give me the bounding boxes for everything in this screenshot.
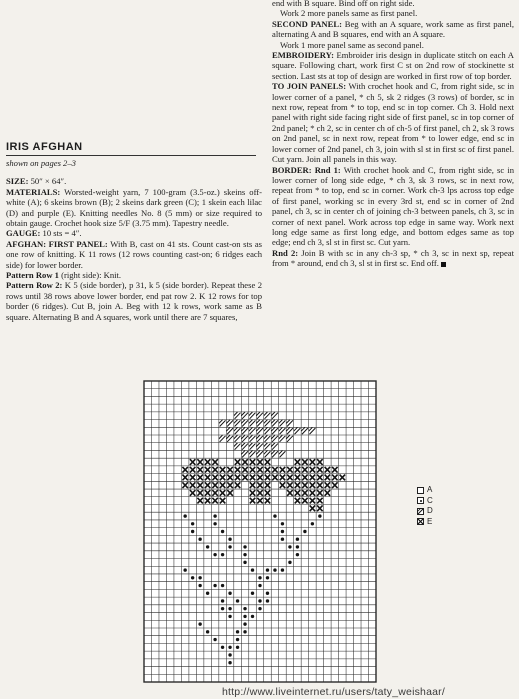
- chart-background: [144, 381, 376, 682]
- cell-c-stitch: [288, 561, 291, 564]
- cell-c-stitch: [236, 646, 239, 649]
- cell-c-stitch: [198, 622, 201, 625]
- cell-c-stitch: [266, 592, 269, 595]
- rnd2-label: Rnd 2:: [272, 247, 299, 258]
- chart-legend: [417, 485, 433, 527]
- cell-c-stitch: [236, 599, 239, 602]
- cell-c-stitch: [281, 530, 284, 533]
- cell-c-stitch: [221, 530, 224, 533]
- cell-c-stitch: [236, 630, 239, 633]
- cell-c-stitch: [228, 545, 231, 548]
- row2-text: K 5 (side border), p 31, k 5 (side border). Repeat these 2 rows until 38 rows above lower border, end pat row 2. K 12 rows for top border (6 ridges). Cut B, join A. Beg with 12 k rows, work same as B square. Alternating B and A squares, work until there are 7 squares,: [6, 280, 262, 322]
- cell-c-stitch: [221, 599, 224, 602]
- cell-c-stitch: [206, 630, 209, 633]
- cell-c-stitch: [198, 576, 201, 579]
- embroidery-label: EMBROIDERY:: [272, 50, 334, 61]
- cell-c-stitch: [213, 584, 216, 587]
- row1-label: Pattern Row 1: [6, 270, 59, 281]
- materials-text: Worsted-weight yarn, 7 100-gram (3.5-oz.) skeins off-white (A); 6 skeins brown (B); 2 skeins dark green (C); 1 skein each lilac (D) and purple (E). Knitting needles No. 8 (5 mm) or size required to obtain gauge. Crochet hook size 5/F (3.75 mm). Tapestry needle.: [6, 186, 262, 229]
- cell-c-stitch: [221, 584, 224, 587]
- cell-c-stitch: [311, 522, 314, 525]
- pattern-title: IRIS AFGHAN: [6, 141, 83, 153]
- embroidery-text: Embroider iris design in duplicate stitch on each A square. Following chart, work first C st on 2nd row of stockinette st section. Last sts at top of design are worked in first row of top border.: [272, 50, 514, 81]
- legend-item-a: [417, 485, 433, 496]
- cell-c-stitch: [281, 568, 284, 571]
- cell-c-stitch: [266, 576, 269, 579]
- cell-c-stitch: [191, 522, 194, 525]
- cell-c-stitch: [243, 561, 246, 564]
- cell-c-stitch: [288, 545, 291, 548]
- border-label: BORDER: Rnd 1:: [272, 164, 341, 175]
- cell-c-stitch: [266, 568, 269, 571]
- cell-c-stitch: [258, 607, 261, 610]
- cell-c-stitch: [228, 592, 231, 595]
- cell-c-stitch: [266, 599, 269, 602]
- size-text: 50″ × 64″.: [28, 176, 67, 187]
- cell-c-stitch: [296, 538, 299, 541]
- cell-c-stitch: [228, 615, 231, 618]
- row2-label: Pattern Row 2:: [6, 280, 63, 291]
- cell-c-stitch: [206, 592, 209, 595]
- one-more-panel-paragraph: Work 1 more panel same as second panel.: [280, 39, 424, 50]
- cell-c-stitch: [213, 553, 216, 556]
- cell-c-stitch: [296, 553, 299, 556]
- cell-c-stitch: [243, 553, 246, 556]
- cell-c-stitch: [228, 661, 231, 664]
- row1-text: (right side): Knit.: [58, 270, 122, 281]
- rnd2-text: Join B with sc in any ch-3 sp, * ch 3, sc in next sp, repeat from * around, end ch 3, sl st in first sc. End off.: [272, 247, 514, 269]
- cell-c-stitch: [243, 545, 246, 548]
- cell-c-stitch: [191, 530, 194, 533]
- more-panels-paragraph: Work 2 more panels same as first panel.: [280, 8, 418, 19]
- cell-c-stitch: [273, 568, 276, 571]
- second-panel-label: SECOND PANEL:: [272, 18, 342, 29]
- continuation-paragraph: end with B square. Bind off on right side.: [272, 0, 415, 8]
- cell-c-stitch: [243, 630, 246, 633]
- cell-c-stitch: [258, 576, 261, 579]
- slash-square-icon: [417, 508, 424, 515]
- source-watermark: http://www.liveinternet.ru/users/taty_weishaar/: [222, 686, 445, 698]
- cell-c-stitch: [251, 615, 254, 618]
- cell-c-stitch: [281, 522, 284, 525]
- gauge-text: 10 sts = 4″.: [40, 228, 82, 239]
- legend-label-d: D: [427, 506, 433, 515]
- afghan-label: AFGHAN: FIRST PANEL:: [6, 238, 108, 249]
- legend-label-e: E: [427, 516, 433, 526]
- cell-c-stitch: [243, 607, 246, 610]
- border-text: With crochet hook and C, from right side, sc in lower corner of long side edge, * ch 3, sk 3 rows, sc in next row, repeat from * to top, end sc in corner. Work ch-3 lps across top edge of first panel, working sc in every 3rd st, end sc in corner of 2nd panel, ch 3, sc in center ch of joining ch-3 between panels, ch 3, sc in corner of next panel. Work across top edge in same way. Work next long edge same as first long edge, and bottom edges same as top edge; end ch 3, sl st in first sc. Cut yarn.: [272, 164, 514, 248]
- cell-c-stitch: [191, 576, 194, 579]
- cell-c-stitch: [251, 568, 254, 571]
- cell-c-stitch: [183, 514, 186, 517]
- cell-c-stitch: [221, 646, 224, 649]
- legend-label-a: A: [427, 485, 433, 494]
- dot-square-icon: [417, 497, 424, 504]
- cell-c-stitch: [258, 599, 261, 602]
- pattern-subtitle: shown on pages 2–3: [6, 158, 76, 168]
- cell-c-stitch: [206, 545, 209, 548]
- cell-c-stitch: [213, 638, 216, 641]
- cell-c-stitch: [213, 514, 216, 517]
- cell-c-stitch: [221, 553, 224, 556]
- cell-c-stitch: [243, 622, 246, 625]
- cell-c-stitch: [198, 538, 201, 541]
- cell-c-stitch: [221, 607, 224, 610]
- legend-label-c: C: [427, 495, 433, 505]
- cell-c-stitch: [281, 538, 284, 541]
- cell-c-stitch: [228, 607, 231, 610]
- cell-c-stitch: [213, 522, 216, 525]
- cell-c-stitch: [258, 584, 261, 587]
- gauge-label: GAUGE:: [6, 228, 41, 239]
- cell-c-stitch: [318, 514, 321, 517]
- materials-label: MATERIALS:: [6, 186, 61, 197]
- cell-c-stitch: [228, 646, 231, 649]
- afghan-text: With B, cast on 41 sts. Count cast-on sts as one row of knitting. K 11 rows (12 rows counting cast-on; 6 ridges each side) for lower border.: [6, 238, 262, 270]
- join-panels-label: TO JOIN PANELS:: [272, 81, 347, 92]
- blank-square-icon: [417, 487, 424, 494]
- cell-c-stitch: [236, 638, 239, 641]
- legend-item-e: [417, 517, 433, 528]
- x-square-icon: [417, 518, 424, 525]
- size-label: SIZE:: [6, 176, 29, 187]
- cell-c-stitch: [183, 568, 186, 571]
- legend-item-d: [417, 506, 433, 517]
- cell-c-stitch: [243, 615, 246, 618]
- join-panels-text: With crochet hook and C, from right side, sc in lower corner of a panel, * ch 5, sk 2 ridges (3 rows) of border, sc in next row, repeat from * to top, end sc in top corner. Ch 3. Hold next panel with right side facing right side of first panel, sc in top corner of 2nd panel; * ch 2, sc in center ch of ch-5 of first panel, ch 2, sk 3 rows on 2nd panel, sc in next row, repeat from * to lower edge, end sc in lower corner of 2nd panel, ch 3, join with sl st in first sc of first panel. Cut yarn. Join all panels in this way.: [272, 81, 515, 165]
- cell-c-stitch: [228, 653, 231, 656]
- second-panel-text: Beg with an A square, work same as first panel, alternating A and B squares, end with an A square.: [272, 18, 514, 40]
- cell-c-stitch: [251, 592, 254, 595]
- cell-c-stitch: [296, 545, 299, 548]
- cell-c-stitch: [303, 530, 306, 533]
- cell-c-stitch: [273, 514, 276, 517]
- legend-item-c: [417, 496, 433, 507]
- cell-c-stitch: [228, 538, 231, 541]
- cell-c-stitch: [198, 584, 201, 587]
